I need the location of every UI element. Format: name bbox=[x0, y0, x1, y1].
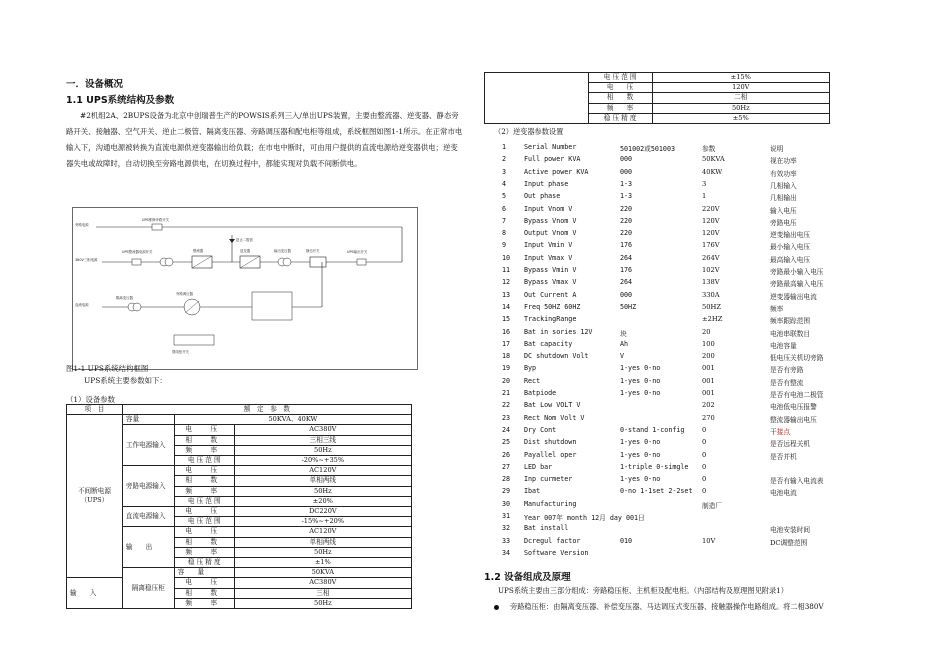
row-param: 0 bbox=[702, 450, 707, 459]
cell-value: -15%~+20% bbox=[234, 517, 411, 527]
list-item bbox=[502, 217, 922, 229]
row-name: Out phase bbox=[524, 192, 561, 201]
row-name: Dist shutdown bbox=[524, 438, 577, 447]
label-static-switch: 静态开关 bbox=[306, 249, 320, 253]
row-param: 102V bbox=[702, 266, 720, 274]
cell-value: AC380V bbox=[234, 425, 411, 435]
row-name: Out Current A bbox=[524, 290, 577, 299]
row-no: 24 bbox=[502, 425, 511, 434]
row-param: 0 bbox=[702, 425, 707, 434]
list-item bbox=[502, 512, 922, 524]
list-item bbox=[502, 389, 922, 401]
row-param: 50KVA bbox=[702, 155, 725, 164]
label-iso-transformer: 隔离变压器 bbox=[116, 296, 133, 300]
row-value: 0-no 1-1set 2-2set bbox=[620, 487, 693, 496]
cell-key: 电 压 bbox=[174, 425, 234, 435]
row-param: 0 bbox=[702, 487, 707, 496]
row-param: ±2HZ bbox=[702, 315, 723, 324]
row-name: Bat Low VOLT V bbox=[524, 401, 581, 410]
list-item bbox=[502, 463, 922, 475]
row-desc: 旁路电压 bbox=[770, 218, 797, 227]
cell-value: AC120V bbox=[234, 466, 411, 476]
spec-table bbox=[66, 404, 412, 609]
cell-value: 120V bbox=[652, 83, 829, 93]
iso-transformer-b bbox=[133, 303, 141, 311]
list-item bbox=[502, 414, 922, 426]
row-value: 000 bbox=[620, 167, 633, 176]
row-param: 1 bbox=[702, 192, 707, 201]
row-desc: 几相输入 bbox=[770, 181, 797, 190]
row-no: 3 bbox=[502, 167, 507, 176]
label-rectifier: 整流器 bbox=[193, 249, 204, 253]
input-switch bbox=[132, 259, 141, 265]
cell-value: 二相 bbox=[652, 93, 829, 103]
table-row bbox=[67, 405, 412, 415]
row-desc: 最高输入电压 bbox=[770, 255, 811, 264]
row-name: Dry Cont bbox=[524, 425, 557, 434]
list-item bbox=[502, 364, 922, 376]
row-no: 5 bbox=[502, 192, 507, 201]
list-item bbox=[502, 487, 922, 499]
row-no: 7 bbox=[502, 216, 507, 225]
list-item bbox=[502, 328, 922, 340]
label-load-switch: UPS输出开关 bbox=[347, 250, 368, 254]
row-value: 1-yes 0-no bbox=[620, 450, 661, 459]
row-no: 31 bbox=[502, 512, 511, 520]
row-name: Bypass Vnom V bbox=[524, 216, 577, 225]
list-item bbox=[502, 143, 922, 155]
row-param: 0 bbox=[702, 438, 707, 447]
row-name: Software Version bbox=[524, 548, 589, 557]
list-item bbox=[502, 451, 922, 463]
row-desc: 是否有旁路 bbox=[770, 366, 804, 375]
row-desc: 是否有输入电流表 bbox=[770, 477, 824, 486]
row-no: 2 bbox=[502, 155, 507, 164]
row-no: 13 bbox=[502, 290, 511, 299]
cell-key: 电 压 bbox=[174, 507, 234, 517]
row-no: 4 bbox=[502, 179, 507, 188]
iso-capacity-label: 容 量 bbox=[174, 568, 234, 578]
row-no: 29 bbox=[502, 487, 511, 496]
row-param: 001 bbox=[702, 376, 715, 385]
figure-caption: 图1-1 UPS系统结构框图 bbox=[66, 364, 149, 373]
row-no: 23 bbox=[502, 413, 511, 422]
row-no: 33 bbox=[502, 536, 511, 545]
label-output-transformer: 输出变压器 bbox=[274, 249, 291, 253]
row-no: 18 bbox=[502, 352, 511, 361]
row-desc: 视在功率 bbox=[770, 157, 797, 166]
composition-paragraph: UPS系统主要由三部分组成：旁路稳压柜、主机柜及配电柜。（内部结构及原理图见附录1） bbox=[498, 586, 788, 595]
row-param: 202 bbox=[702, 401, 715, 410]
cell-value: ±1% bbox=[234, 558, 411, 568]
row-param: 50HZ bbox=[702, 302, 721, 311]
list-item bbox=[502, 401, 922, 413]
cell-value: 50Hz bbox=[234, 547, 411, 557]
row-desc: 旁路最高输入电压 bbox=[770, 280, 824, 289]
row-param: 制造厂 bbox=[702, 501, 723, 510]
row-desc: 旁路最小输入电压 bbox=[770, 268, 824, 276]
row-desc: 是否并机 bbox=[770, 452, 797, 461]
row-desc: 频率跟踪范围 bbox=[770, 317, 811, 326]
output-transformer-b bbox=[283, 258, 291, 266]
row-name: Rect Nom Volt V bbox=[524, 413, 585, 422]
list-item bbox=[502, 549, 922, 561]
row-param: 001 bbox=[702, 389, 715, 397]
cell-key: 相 数 bbox=[174, 435, 234, 445]
cell-value: AC380V bbox=[234, 578, 411, 588]
row-param: 330A bbox=[702, 290, 720, 299]
row-name: Input Vnom V bbox=[524, 204, 573, 213]
row-value: 501002或501003 bbox=[620, 145, 676, 153]
cell-key: 相 数 bbox=[174, 537, 234, 547]
static-switch-box bbox=[310, 257, 326, 267]
row-value: 50HZ bbox=[620, 302, 637, 311]
row-param: 200 bbox=[702, 352, 715, 361]
cell-key: 电 压 bbox=[174, 466, 234, 476]
subsection-title-1-1: 1.1 UPS系统结构及参数 bbox=[66, 95, 175, 106]
table-row bbox=[485, 73, 830, 83]
cell-value: 三相三线 bbox=[234, 435, 411, 445]
row-name: Active power KVA bbox=[524, 167, 589, 176]
row-no: 19 bbox=[502, 364, 511, 373]
row-desc: 逆变器输出电流 bbox=[770, 292, 817, 301]
row-name: Byp bbox=[524, 364, 537, 373]
row-value: 220 bbox=[620, 229, 633, 238]
list-item bbox=[502, 426, 922, 438]
list-item bbox=[502, 315, 922, 327]
label-cabinet-switch: 馈线柜开关 bbox=[172, 350, 189, 354]
cell-value: ±15% bbox=[652, 73, 829, 83]
row-value: 264 bbox=[620, 278, 633, 287]
row-desc: 是否有整流 bbox=[770, 378, 804, 387]
row-no: 6 bbox=[502, 204, 507, 213]
row-value: 1-yes 0-no bbox=[620, 475, 661, 484]
cell-value: 50Hz bbox=[652, 103, 829, 113]
row-name: Ibat bbox=[524, 487, 541, 496]
diagram-svg bbox=[72, 207, 418, 370]
cell-key: 相 数 bbox=[174, 476, 234, 486]
row-name: Bat capacity bbox=[524, 339, 573, 348]
row-name: Input phase bbox=[524, 179, 569, 188]
cell-value: 单相两线 bbox=[234, 476, 411, 486]
row-desc: DC调整范围 bbox=[770, 538, 808, 547]
row-value: 1-yes 0-no bbox=[620, 438, 661, 447]
list-item bbox=[502, 155, 922, 167]
work-input: 工作电源输入 bbox=[122, 425, 174, 466]
row-value: 176 bbox=[620, 241, 633, 250]
row-no: 30 bbox=[502, 499, 511, 508]
row-desc: 逆变输出电压 bbox=[770, 231, 811, 240]
row-no: 25 bbox=[502, 438, 511, 447]
list-item bbox=[502, 500, 922, 512]
list-item bbox=[502, 254, 922, 266]
header-item: 项 目 bbox=[67, 405, 123, 415]
row-value: 220 bbox=[620, 204, 633, 213]
list-item bbox=[502, 377, 922, 389]
table-row bbox=[67, 578, 412, 588]
cell-key: 电 压 范 围 bbox=[174, 456, 234, 466]
row-name: Dcregul factor bbox=[524, 536, 581, 545]
row-no: 14 bbox=[502, 302, 511, 311]
row-name: Manufacturing bbox=[524, 499, 577, 508]
row-name: Bat in sories 12V bbox=[524, 327, 593, 336]
cell-key: 相 数 bbox=[588, 93, 652, 103]
cell-value: 单相两线 bbox=[234, 537, 411, 547]
row-name: Input Vmin V bbox=[524, 241, 573, 250]
row-value: 1-yes 0-no bbox=[620, 389, 661, 397]
list-item bbox=[502, 278, 922, 290]
cell-value: ±5% bbox=[652, 113, 829, 123]
row-value: 220 bbox=[620, 216, 633, 225]
row-param: 264V bbox=[702, 253, 720, 262]
row-param: 138V bbox=[702, 278, 720, 287]
static-bypass-box bbox=[252, 292, 292, 320]
list-item bbox=[502, 229, 922, 241]
cell-key: 频 率 bbox=[174, 486, 234, 496]
row-desc: 电池低电压报警 bbox=[770, 403, 817, 412]
list-item bbox=[502, 168, 922, 180]
input-transformer-b bbox=[165, 258, 173, 266]
list-item bbox=[502, 266, 922, 278]
iso-capacity-value: 50KVA bbox=[234, 568, 411, 578]
row-value: 000 bbox=[620, 155, 633, 164]
cell-key: 稳 压 精 度 bbox=[174, 558, 234, 568]
row-value: 0-stand 1-config bbox=[620, 425, 685, 434]
cell-key: 频 率 bbox=[174, 547, 234, 557]
row-param: 参数 bbox=[702, 145, 716, 153]
label-inverter: 逆变器 bbox=[240, 249, 251, 253]
section-title: 一．设备概况 bbox=[66, 79, 124, 90]
list-item bbox=[502, 475, 922, 487]
iso-input: 输 入 bbox=[67, 578, 123, 609]
cell-value: -20%~+35% bbox=[234, 456, 411, 466]
cell-value: 三相 bbox=[234, 588, 411, 598]
row-param: 176V bbox=[702, 241, 720, 250]
ups-structure-diagram bbox=[72, 207, 418, 370]
bypass-input: 旁路电源输入 bbox=[122, 466, 174, 507]
output-label: 输 出 bbox=[122, 527, 174, 568]
cell-key: 稳 压 精 度 bbox=[588, 113, 652, 123]
label-dc-source: 直流电源 bbox=[75, 303, 89, 307]
row-desc: 有效功率 bbox=[770, 169, 797, 178]
row-value: 1-3 bbox=[620, 179, 633, 188]
row-value: 176 bbox=[620, 266, 633, 274]
cell-value: DC220V bbox=[234, 507, 411, 517]
cabinet-switch bbox=[174, 335, 214, 345]
row-param: 20 bbox=[702, 327, 711, 336]
label-manual-bypass: UPS维修旁路开关 bbox=[142, 218, 170, 222]
row-no: 16 bbox=[502, 327, 511, 336]
row-value: 1-yes 0-no bbox=[620, 364, 661, 373]
row-name: TrackingRange bbox=[524, 315, 577, 324]
manual-bypass-switch bbox=[152, 224, 162, 230]
list-item bbox=[502, 438, 922, 450]
list-item bbox=[502, 192, 922, 204]
list-item bbox=[502, 241, 922, 253]
row-desc: 低电压关机切旁路 bbox=[770, 354, 824, 363]
row-param: 100 bbox=[702, 339, 715, 348]
ups-group: 不间断电源（UPS） bbox=[67, 415, 123, 578]
row-desc: 最小输入电压 bbox=[770, 243, 811, 252]
label-diode: 逆止二极管 bbox=[236, 238, 253, 242]
row-value: 1-3 bbox=[620, 192, 633, 201]
capacity-label: 容量 bbox=[122, 415, 174, 425]
row-no: 34 bbox=[502, 548, 511, 557]
row-value: V bbox=[620, 352, 625, 361]
row-name: Year 007年 month 12月 day 001日 bbox=[524, 514, 645, 522]
label-input-switch: UPS整流器电源开关 bbox=[122, 250, 153, 254]
cell-value: ±20% bbox=[234, 496, 411, 506]
intro-paragraph: #2机组2A、2BUPS设备为北京中创瑞普生产的POWSIS系列三入/单出UPS装置，主要由整流器、逆变器、静态旁路开关、接触器、空气开关、逆止二极管、隔离变压器、旁路调压器和配电柜等组成，系统框图如图1-1所示。在正常市电输入下，沟通电源被转换为直流电源供逆变器输出给负载；在市电中断时，可由用户提供的直流电源给逆变器供电；逆变器失电或故障时，自动切换至旁路电源供电，在切换过程中，都能实现对负载不间断供电。 bbox=[66, 111, 463, 168]
row-no: 12 bbox=[502, 278, 511, 287]
row-param: 001 bbox=[702, 364, 715, 373]
row-no: 9 bbox=[502, 241, 507, 250]
cell-key: 电 压 范 围 bbox=[588, 73, 652, 83]
diagram-frame bbox=[73, 208, 418, 370]
row-no: 22 bbox=[502, 401, 511, 410]
row-name: Bypass Vmax V bbox=[524, 278, 577, 287]
row-no: 17 bbox=[502, 339, 511, 348]
list-item bbox=[502, 205, 922, 217]
cell-key: 频 率 bbox=[174, 598, 234, 608]
params-intro: UPS系统主要参数如下： bbox=[84, 376, 167, 385]
row-no: 1 bbox=[502, 143, 507, 151]
row-name: Serial Number bbox=[524, 143, 577, 151]
row-desc: 整流器输出电压 bbox=[770, 415, 817, 424]
row-value: 264 bbox=[620, 253, 633, 262]
top-right-table bbox=[484, 72, 830, 124]
inverter-params-title: （2）逆变器参数设置 bbox=[494, 127, 564, 136]
row-desc: 干接点 bbox=[770, 427, 791, 436]
row-desc: 是否远程关机 bbox=[770, 440, 811, 449]
capacity-value: 50KVA、40KW bbox=[174, 415, 411, 425]
cell-value: AC120V bbox=[234, 527, 411, 537]
row-desc: 电池容量 bbox=[770, 341, 797, 350]
subsection-title-1-2: 1.2 设备组成及原理 bbox=[484, 572, 571, 583]
row-desc: 电池电流 bbox=[770, 489, 797, 498]
row-param: 220V bbox=[702, 204, 720, 213]
row-param: 0 bbox=[702, 462, 707, 471]
cell-value: 50Hz bbox=[234, 486, 411, 496]
row-no: 26 bbox=[502, 450, 511, 459]
header-value: 额 定 参 数 bbox=[122, 405, 411, 415]
row-param: 0 bbox=[702, 475, 707, 484]
cell-value: 50Hz bbox=[234, 445, 411, 455]
label-bypass-source: 旁路电源 bbox=[75, 223, 89, 227]
cell-key: 电 压 范 围 bbox=[174, 496, 234, 506]
row-name: Output Vnom V bbox=[524, 229, 577, 238]
row-name: Inp curmeter bbox=[524, 475, 573, 484]
row-desc: 输入电压 bbox=[770, 206, 797, 215]
row-name: Payallel oper bbox=[524, 450, 577, 459]
table-row bbox=[67, 415, 412, 425]
row-value: 000 bbox=[620, 290, 633, 299]
list-item bbox=[502, 303, 922, 315]
row-name: Full power KVA bbox=[524, 155, 581, 164]
row-value: 1-triple 0-simgle bbox=[620, 462, 689, 471]
row-param: 120V bbox=[702, 229, 720, 238]
dc-input: 直流电源输入 bbox=[122, 507, 174, 527]
list-item bbox=[502, 291, 922, 303]
cell-key: 电 压 bbox=[174, 578, 234, 588]
row-name: Input Vmax V bbox=[524, 253, 573, 262]
cell-key: 频 率 bbox=[588, 103, 652, 113]
row-desc-highlight: 接点 bbox=[776, 427, 791, 436]
row-desc: 电池串联数目 bbox=[770, 329, 811, 338]
cell-key: 频 率 bbox=[174, 445, 234, 455]
row-name: Rect bbox=[524, 376, 541, 385]
cell-key: 电 压 范 围 bbox=[174, 517, 234, 527]
row-value: 1-yes 0-no bbox=[620, 376, 661, 385]
row-no: 11 bbox=[502, 266, 511, 274]
row-name: Bat install bbox=[524, 524, 569, 533]
row-desc: 是否有电池二极管 bbox=[770, 391, 824, 399]
row-name: Freq 50HZ 60HZ bbox=[524, 302, 581, 311]
bullet-icon bbox=[494, 605, 499, 610]
row-no: 10 bbox=[502, 253, 511, 262]
row-value: Ah bbox=[620, 339, 629, 348]
row-value: 块 bbox=[620, 329, 627, 338]
row-no: 32 bbox=[502, 524, 511, 533]
output-switch bbox=[357, 259, 366, 265]
row-desc: 电池安装时间 bbox=[770, 526, 811, 535]
list-item bbox=[502, 352, 922, 364]
iso-group: 隔离稳压柜 bbox=[122, 568, 174, 609]
row-param: 10V bbox=[702, 536, 716, 545]
label-bypass-regulator: 旁路调压器 bbox=[176, 292, 193, 296]
row-no: 28 bbox=[502, 475, 511, 484]
row-name: DC shutdown Volt bbox=[524, 352, 589, 361]
list-item bbox=[502, 340, 922, 352]
list-item bbox=[502, 524, 922, 536]
row-no: 21 bbox=[502, 389, 511, 397]
row-param: 120V bbox=[702, 216, 720, 225]
row-name: Bypass Vmin V bbox=[524, 266, 577, 274]
row-param: 270 bbox=[702, 413, 715, 422]
list-item bbox=[502, 180, 922, 192]
row-name: LED bar bbox=[524, 462, 553, 471]
row-value: 010 bbox=[620, 536, 633, 545]
cell-value: 50Hz bbox=[234, 598, 411, 608]
row-no: 27 bbox=[502, 462, 511, 471]
row-no: 20 bbox=[502, 376, 511, 385]
device-params-title: （1）设备参数 bbox=[66, 395, 116, 404]
row-param: 3 bbox=[702, 179, 707, 188]
cell-key: 电 压 bbox=[174, 527, 234, 537]
bullet-item: 旁路稳压柜：由隔离变压器、补偿变压器、马达调压式变压器、接触器操作电路组成。将二相380V bbox=[510, 602, 824, 611]
cell-key: 电 压 bbox=[588, 83, 652, 93]
row-no: 15 bbox=[502, 315, 511, 324]
list-item bbox=[502, 537, 922, 549]
row-desc: 频率 bbox=[770, 304, 784, 313]
row-param: 40KW bbox=[702, 167, 723, 176]
row-desc: 说明 bbox=[770, 145, 784, 153]
row-no: 8 bbox=[502, 229, 507, 238]
label-main-source: 380V三相电源 bbox=[75, 258, 98, 262]
row-name: Batpiode bbox=[524, 389, 557, 397]
cell-key: 相 数 bbox=[174, 588, 234, 598]
row-desc: 几相输出 bbox=[770, 194, 797, 203]
blank-cell bbox=[485, 73, 589, 124]
